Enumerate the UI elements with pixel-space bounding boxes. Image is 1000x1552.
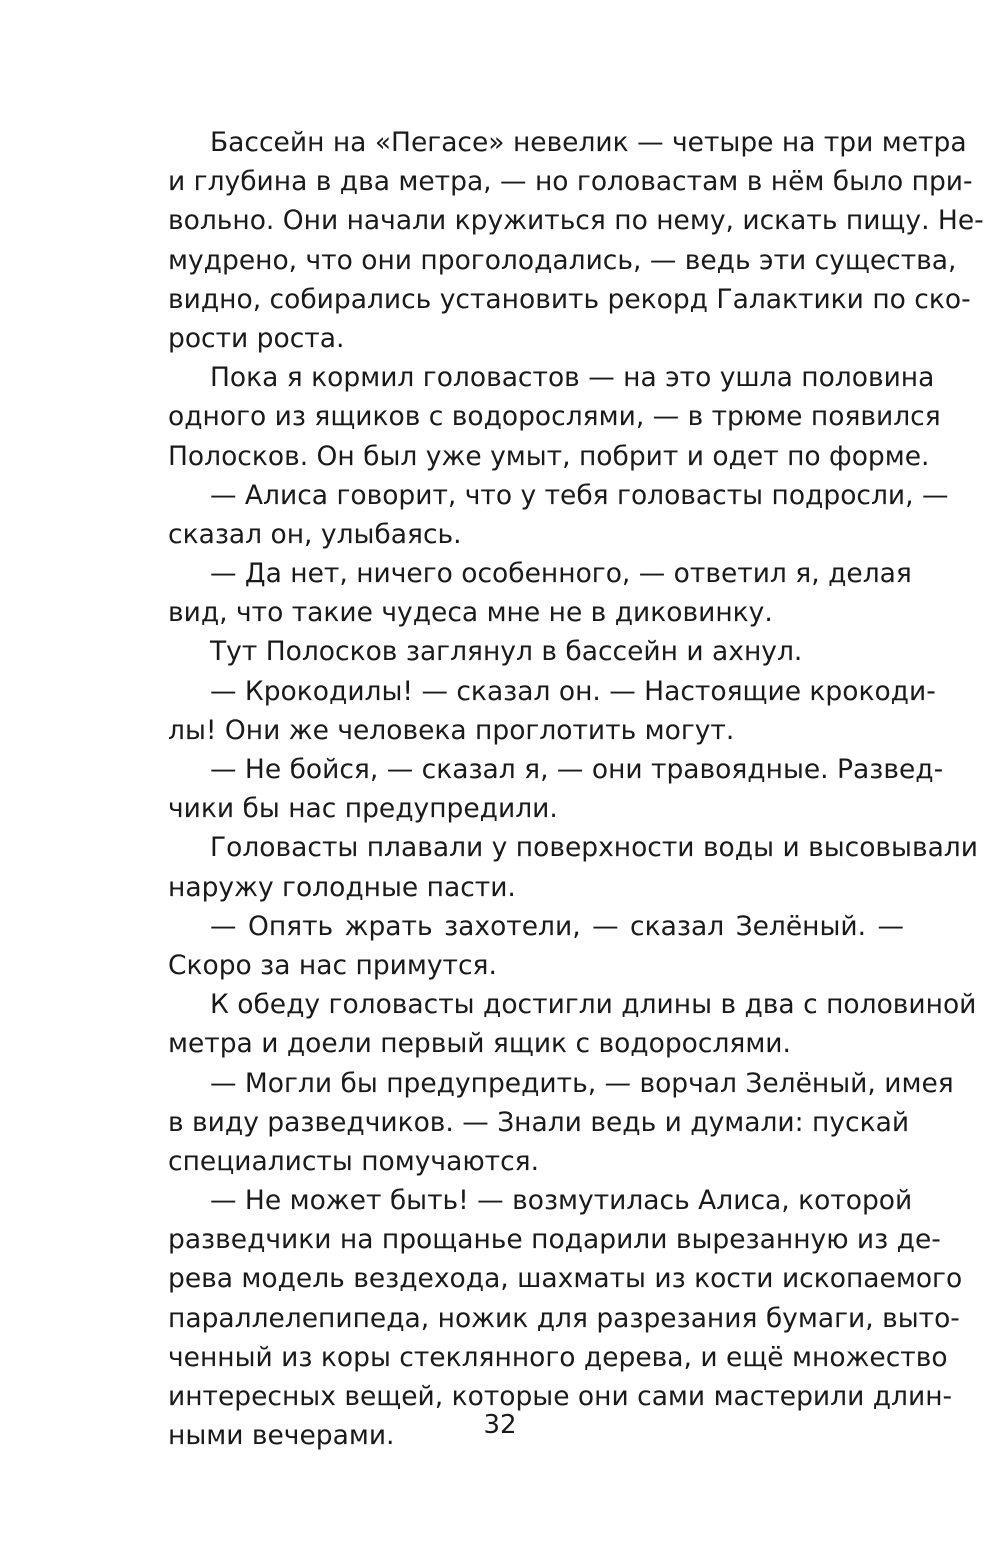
text-line: лы! Они же человека проглотить могут.	[168, 714, 735, 746]
text-line: Бассейн на «Пегасе» невелик — четыре на три метра	[210, 127, 967, 158]
paragraph	[168, 358, 941, 476]
text-line: сказал он, улыбаясь.	[168, 518, 462, 550]
text-line: наружу голодные пасти.	[168, 871, 516, 903]
text-line: Полосков. Он был уже умыт, побрит и одет по форме.	[168, 440, 930, 472]
text-line: — Не может быть! — возмутилась Алиса, которой	[210, 1185, 913, 1217]
text-line: разведчики на прощанье подарили вырезанную из де-	[168, 1224, 941, 1256]
text-line: параллелепипеда, ножик для разрезания бумаги, выто-	[168, 1302, 960, 1334]
page-number: 32	[483, 1410, 517, 1440]
text-line: ными вечерами.	[168, 1420, 395, 1452]
text-line: в виду разведчиков. — Знали ведь и думали: пускай	[168, 1106, 910, 1138]
paragraph	[168, 554, 912, 632]
text-line: одного из ящиков с водорослями, — в трюме появился	[168, 401, 941, 433]
text-line: — Крокодилы! — сказал он. — Настоящие крокоди-	[210, 675, 936, 707]
text-line: рости роста.	[168, 322, 345, 354]
text-line: — Алиса говорит, что у тебя головасты подросли, —	[210, 479, 949, 511]
text-line: — Могли бы предупредить, — ворчал Зелёный, имея	[210, 1067, 954, 1099]
body-text	[168, 123, 984, 1455]
paragraph	[168, 985, 977, 1063]
text-line: Головасты плавали у поверхности воды и высовывали	[210, 832, 978, 864]
text-line: К обеду головасты достигли длины в два с половиной	[210, 989, 977, 1021]
paragraph	[168, 750, 944, 828]
text-line: мудрено, что они проголодались, — ведь эти существа,	[168, 244, 957, 276]
paragraph	[168, 672, 936, 750]
text-line: — Не бойся, — сказал я, — они травоядные. Развед-	[210, 754, 944, 785]
text-line: — Да нет, ничего особенного, — ответил я, делая	[210, 558, 912, 590]
text-line: рева модель вездехода, шахматы из кости ископаемого	[168, 1263, 963, 1295]
text-line: Пока я кормил головастов — на это ушла половина	[210, 362, 935, 394]
paragraph	[168, 1064, 954, 1182]
text-line: Тут Полосков заглянул в бассейн и ахнул.	[210, 636, 803, 668]
text-line: Скоро за нас примутся.	[168, 949, 497, 981]
text-line: специалисты помучаются.	[168, 1145, 539, 1177]
text-line: метра и доели первый ящик с водорослями.	[168, 1028, 791, 1060]
paragraph	[168, 632, 904, 671]
text-line: и глубина в два метра, — но головастам в нём было при-	[168, 166, 973, 198]
text-line: видно, собирались установить рекорд Галактики по ско-	[168, 283, 971, 315]
paragraph	[168, 123, 984, 358]
text-line: ченный из коры стеклянного дерева, и ещё множество	[168, 1341, 948, 1373]
paragraph	[168, 907, 904, 985]
text-line: — Опять жрать захотели, — сказал Зелёный. —	[210, 910, 904, 942]
text-line: чики бы нас предупредили.	[168, 793, 558, 825]
text-line: интересных вещей, которые они сами мастерили длин-	[168, 1381, 953, 1412]
text-line: вид, что такие чудеса мне не в диковинку.	[168, 597, 773, 629]
text-line: вольно. Они начали кружиться по нему, искать пищу. Не-	[168, 205, 984, 237]
paragraph	[168, 476, 949, 554]
paragraph	[168, 828, 978, 906]
